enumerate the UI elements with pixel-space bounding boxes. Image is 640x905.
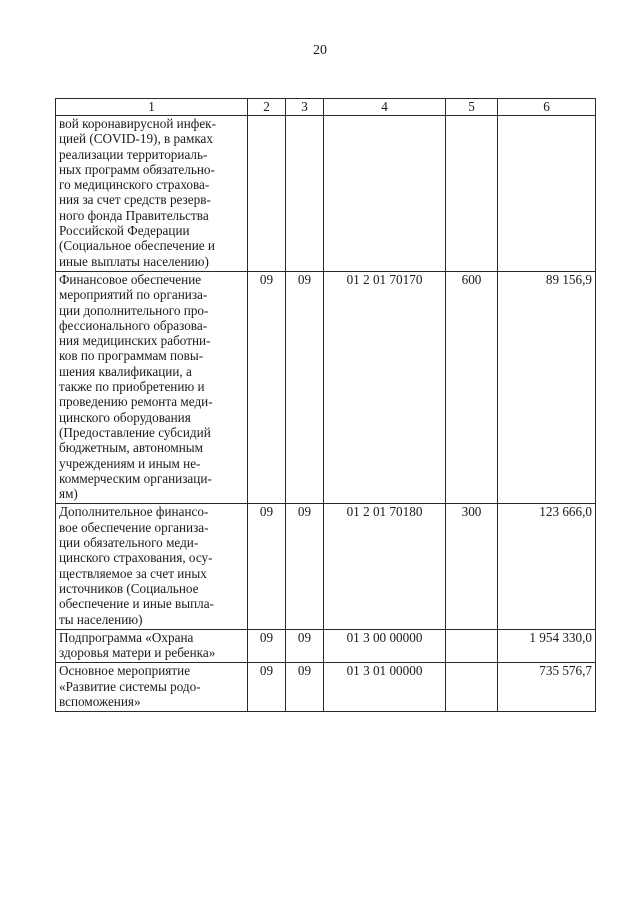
- budget-table: [55, 98, 596, 712]
- table-row: [56, 504, 596, 629]
- row-name-cell: Основное мероприятие «Развитие системы родо- вспоможения»: [56, 663, 248, 712]
- table-row: [56, 663, 596, 712]
- row-subsection-cell: 09: [286, 271, 324, 503]
- row-subsection-cell: 09: [286, 504, 324, 629]
- row-amount-cell: 123 666,0: [498, 504, 596, 629]
- row-expense-type-cell: 600: [446, 271, 498, 503]
- row-section-cell: 09: [248, 271, 286, 503]
- table-body: [56, 99, 596, 712]
- row-target-article-cell: 01 2 01 70170: [324, 271, 446, 503]
- row-amount-cell: 89 156,9: [498, 271, 596, 503]
- row-target-article-cell: 01 2 01 70180: [324, 504, 446, 629]
- header-cell-1: 1: [56, 99, 248, 116]
- header-cell-6: 6: [498, 99, 596, 116]
- row-expense-type-cell: [446, 663, 498, 712]
- header-cell-2: 2: [248, 99, 286, 116]
- row-name-cell: Финансовое обеспечение мероприятий по организа- ции дополнительного про- фессионального образова- ния медицинских работни- ков по программам повы- шения квалификации, а также по приобретению и проведению ремонта меди- цинского оборудования (Предоставление субсидий бюджетным, автономным учреждениям и иным не- коммерческим организаци- ям): [56, 271, 248, 503]
- row-target-article-cell: 01 3 00 00000: [324, 629, 446, 663]
- row-target-article-cell: [324, 116, 446, 272]
- header-row: [56, 99, 596, 116]
- row-subsection-cell: [286, 116, 324, 272]
- row-section-cell: 09: [248, 504, 286, 629]
- row-target-article-cell: 01 3 01 00000: [324, 663, 446, 712]
- row-section-cell: 09: [248, 629, 286, 663]
- table-row: [56, 116, 596, 272]
- row-section-cell: [248, 116, 286, 272]
- header-cell-5: 5: [446, 99, 498, 116]
- row-name-cell: вой коронавирусной инфек- цией (COVID-19), в рамках реализации территориаль- ных программ обязательно- го медицинского страхова- ния за счет средств резерв- ного фонда Правительства Российской Федерации (Социальное обеспечение и иные выплаты населению): [56, 116, 248, 272]
- row-expense-type-cell: [446, 629, 498, 663]
- row-expense-type-cell: 300: [446, 504, 498, 629]
- page-number: 20: [313, 43, 327, 58]
- row-amount-cell: 735 576,7: [498, 663, 596, 712]
- row-expense-type-cell: [446, 116, 498, 272]
- row-subsection-cell: 09: [286, 663, 324, 712]
- row-name-cell: Дополнительное финансо- вое обеспечение организа- ции обязательного меди- цинского страхования, осу- ществляемое за счет иных источников (Социальное обеспечение и иные выпла- ты населению): [56, 504, 248, 629]
- row-name-cell: Подпрограмма «Охрана здоровья матери и ребенка»: [56, 629, 248, 663]
- table-row: [56, 629, 596, 663]
- header-cell-4: 4: [324, 99, 446, 116]
- row-section-cell: 09: [248, 663, 286, 712]
- row-amount-cell: 1 954 330,0: [498, 629, 596, 663]
- table-row: [56, 271, 596, 503]
- row-amount-cell: [498, 116, 596, 272]
- header-cell-3: 3: [286, 99, 324, 116]
- row-subsection-cell: 09: [286, 629, 324, 663]
